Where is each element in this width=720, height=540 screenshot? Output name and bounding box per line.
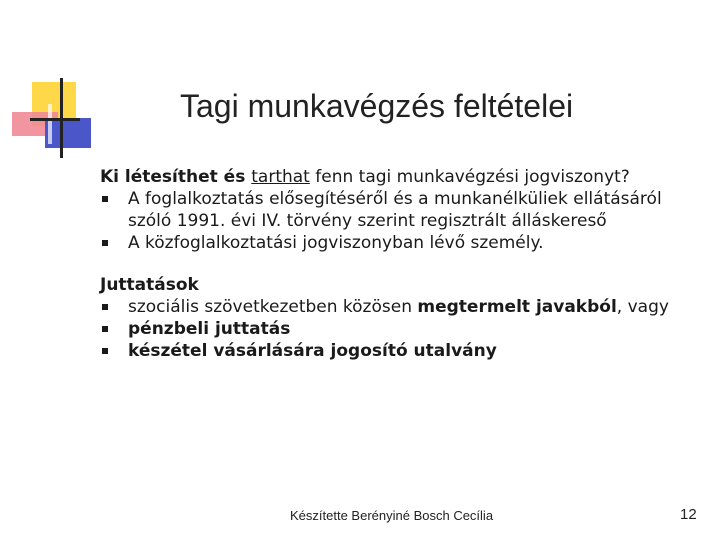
page-number: 12 [680, 506, 697, 523]
bullet-square-icon [102, 240, 108, 246]
benefit-item [100, 318, 700, 340]
question-text [100, 166, 700, 188]
footer-author: Készítette Berényiné Bosch Cecília [290, 508, 494, 523]
bullet-square-icon [102, 326, 108, 332]
question-part3: fenn tagi munkavégzési jogviszonyt? [309, 167, 630, 187]
benefits-heading: Juttatások [100, 275, 199, 295]
question-underlined-word: tarthat [251, 167, 310, 187]
bullet-square-icon [102, 304, 108, 310]
benefit-text: pénzbeli juttatás [128, 319, 291, 339]
question-part1: Ki létesíthet és [100, 167, 252, 187]
benefit-text-post: , vagy [616, 297, 669, 317]
bullet-square-icon [102, 348, 108, 354]
decor-white-line [48, 104, 52, 144]
bullet-square-icon [102, 196, 108, 202]
slide-title: Tagi munkavégzés feltételei [180, 88, 574, 124]
condition-item [100, 232, 700, 254]
benefit-text: készétel vásárlására jogosító utalvány [128, 341, 497, 361]
condition-item [100, 188, 700, 232]
benefit-item [100, 340, 700, 362]
condition-text: A közfoglalkoztatási jogviszonyban lévő személy. [128, 233, 544, 253]
decor-horizontal-line [30, 118, 80, 121]
condition-text: A foglalkoztatás elősegítéséről és a munkanélküliek ellátásáról szóló 1991. évi IV. törvény szerint regisztrált álláskereső [128, 189, 662, 231]
slide-content [100, 166, 700, 362]
benefit-item [100, 296, 700, 318]
benefit-text-pre: szociális szövetkezetben közösen [128, 297, 418, 317]
benefit-text-bold: megtermelt javakból [417, 297, 617, 317]
